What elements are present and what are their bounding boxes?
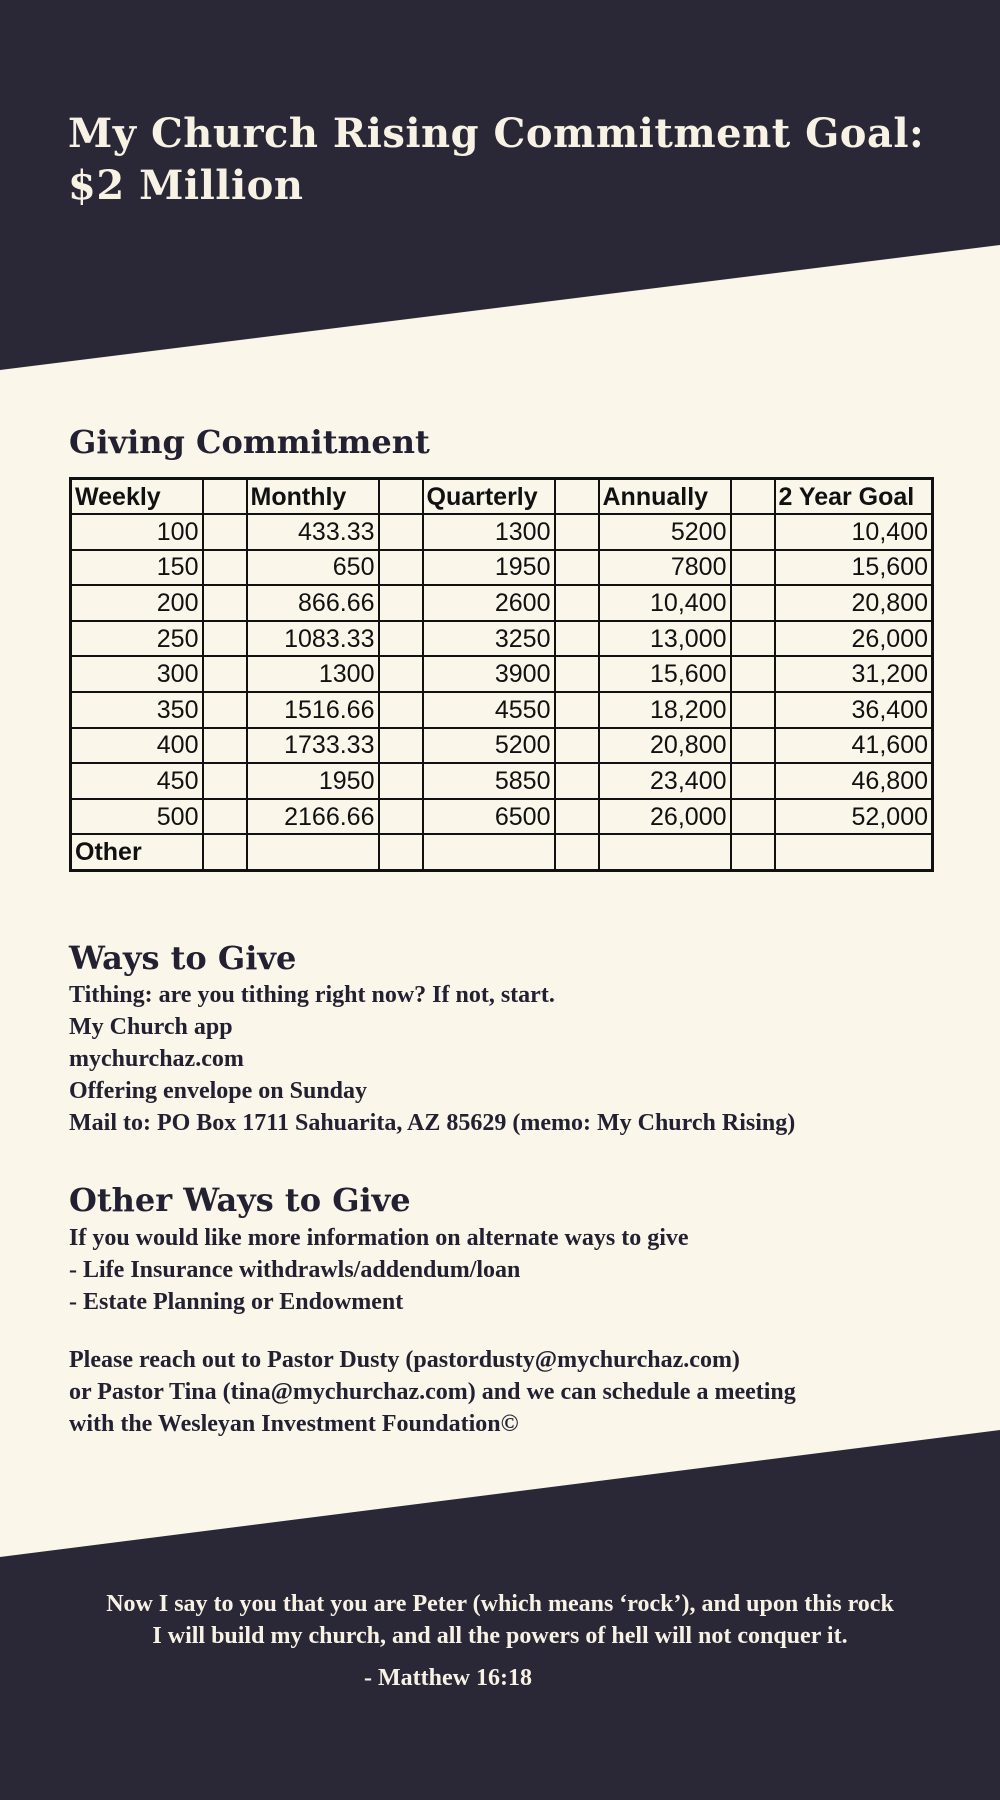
spacer-cell [731,799,775,835]
spacer-cell [555,763,599,799]
weekly-cell: 100 [71,514,203,550]
table-row [71,514,933,550]
ways-to-give-item: mychurchaz.com [69,1046,244,1072]
spacer-cell [731,550,775,586]
spacer-cell [555,656,599,692]
table-row [71,585,933,621]
quarterly-cell: 6500 [423,799,555,835]
weekly-cell: 150 [71,550,203,586]
giving-commitment-table [69,477,934,872]
two-year-goal-cell: 36,400 [775,692,933,728]
quarterly-cell: 5200 [423,728,555,764]
weekly-cell: 450 [71,763,203,799]
quarterly-cell: 4550 [423,692,555,728]
page-title [68,108,968,212]
table-row [71,763,933,799]
monthly-cell: 1083.33 [247,621,379,657]
spacer-cell [555,799,599,835]
spacer-cell [379,728,423,764]
spacer-cell [203,550,247,586]
other-ways-to-give-heading: Other Ways to Give [69,1181,411,1219]
annually-cell: 7800 [599,550,731,586]
quarterly-cell: 1950 [423,550,555,586]
table-row [71,621,933,657]
table-header-row [71,479,933,515]
annually-cell: 13,000 [599,621,731,657]
column-header-weekly: Weekly [71,479,203,515]
ways-to-give-item: Mail to: PO Box 1711 Sahuarita, AZ 85629 (memo: My Church Rising) [69,1110,796,1136]
spacer-cell [203,799,247,835]
table-row [71,656,933,692]
two-year-goal-cell: 10,400 [775,514,933,550]
two-year-goal-cell: 20,800 [775,585,933,621]
spacer-cell [379,799,423,835]
column-header-monthly: Monthly [247,479,379,515]
spacer-cell [203,479,247,515]
empty-cell [775,834,933,870]
monthly-cell: 866.66 [247,585,379,621]
annually-cell: 18,200 [599,692,731,728]
spacer-cell [379,656,423,692]
spacer-cell [203,514,247,550]
other-ways-item: If you would like more information on alternate ways to give [69,1225,689,1251]
quote-line: Now I say to you that you are Peter (which means ‘rock’), and upon this rock [106,1591,894,1617]
weekly-cell: 350 [71,692,203,728]
quarterly-cell: 3250 [423,621,555,657]
two-year-goal-cell: 15,600 [775,550,933,586]
spacer-cell [203,728,247,764]
spacer-cell [731,728,775,764]
giving-commitment-heading: Giving Commitment [69,423,430,461]
ways-to-give-list [69,979,949,1139]
spacer-cell [731,585,775,621]
spacer-cell [203,763,247,799]
monthly-cell: 1516.66 [247,692,379,728]
spacer-cell [379,514,423,550]
spacer-cell [379,585,423,621]
weekly-cell: 250 [71,621,203,657]
weekly-cell: 300 [71,656,203,692]
table-row [71,550,933,586]
quarterly-cell: 2600 [423,585,555,621]
spacer-cell [555,550,599,586]
spacer-cell [555,692,599,728]
table-row-other [71,834,933,870]
table-row [71,692,933,728]
column-header-quarterly: Quarterly [423,479,555,515]
ways-to-give-heading: Ways to Give [69,939,297,977]
table-row [71,799,933,835]
spacer-cell [731,621,775,657]
ways-to-give-item: Offering envelope on Sunday [69,1078,368,1104]
annually-cell: 10,400 [599,585,731,621]
spacer-cell [555,621,599,657]
contact-paragraph [69,1344,949,1440]
other-label: Other [71,834,203,870]
quarterly-cell: 1300 [423,514,555,550]
annually-cell: 5200 [599,514,731,550]
weekly-cell: 500 [71,799,203,835]
page-title-line-2: $2 Million [68,162,304,209]
spacer-cell [731,656,775,692]
column-header-annually: Annually [599,479,731,515]
weekly-cell: 400 [71,728,203,764]
contact-line: or Pastor Tina (tina@mychurchaz.com) and we can schedule a meeting [69,1379,796,1405]
scripture-reference: - Matthew 16:18 [364,1665,532,1691]
spacer-cell [731,763,775,799]
quote-line: I will build my church, and all the powers of hell will not conquer it. [152,1623,848,1649]
table-row [71,728,933,764]
other-ways-item: - Estate Planning or Endowment [69,1289,404,1315]
spacer-cell [731,514,775,550]
annually-cell: 26,000 [599,799,731,835]
ways-to-give-item: Tithing: are you tithing right now? If not, start. [69,982,555,1008]
spacer-cell [731,479,775,515]
column-header-2-year-goal: 2 Year Goal [775,479,933,515]
monthly-cell: 433.33 [247,514,379,550]
spacer-cell [379,763,423,799]
spacer-cell [555,585,599,621]
two-year-goal-cell: 31,200 [775,656,933,692]
spacer-cell [203,621,247,657]
monthly-cell: 1950 [247,763,379,799]
monthly-cell: 1733.33 [247,728,379,764]
spacer-cell [555,728,599,764]
spacer-cell [379,692,423,728]
contact-line: Please reach out to Pastor Dusty (pastordusty@mychurchaz.com) [69,1347,740,1373]
empty-cell [599,834,731,870]
spacer-cell [379,621,423,657]
ways-to-give-item: My Church app [69,1014,233,1040]
spacer-cell [379,834,423,870]
spacer-cell [731,834,775,870]
spacer-cell [555,514,599,550]
spacer-cell [555,834,599,870]
other-ways-item: - Life Insurance withdrawls/addendum/loan [69,1257,521,1283]
spacer-cell [203,585,247,621]
annually-cell: 15,600 [599,656,731,692]
contact-line: with the Wesleyan Investment Foundation© [69,1411,519,1437]
spacer-cell [731,692,775,728]
empty-cell [423,834,555,870]
monthly-cell: 2166.66 [247,799,379,835]
two-year-goal-cell: 52,000 [775,799,933,835]
quarterly-cell: 5850 [423,763,555,799]
weekly-cell: 200 [71,585,203,621]
spacer-cell [379,550,423,586]
spacer-cell [379,479,423,515]
page-title-line-1: My Church Rising Commitment Goal: [68,110,925,157]
other-ways-list [69,1222,949,1318]
monthly-cell: 650 [247,550,379,586]
annually-cell: 23,400 [599,763,731,799]
spacer-cell [555,479,599,515]
annually-cell: 20,800 [599,728,731,764]
two-year-goal-cell: 41,600 [775,728,933,764]
spacer-cell [203,692,247,728]
spacer-cell [203,656,247,692]
two-year-goal-cell: 46,800 [775,763,933,799]
two-year-goal-cell: 26,000 [775,621,933,657]
empty-cell [247,834,379,870]
scripture-quote [0,1588,1000,1652]
spacer-cell [203,834,247,870]
monthly-cell: 1300 [247,656,379,692]
quarterly-cell: 3900 [423,656,555,692]
